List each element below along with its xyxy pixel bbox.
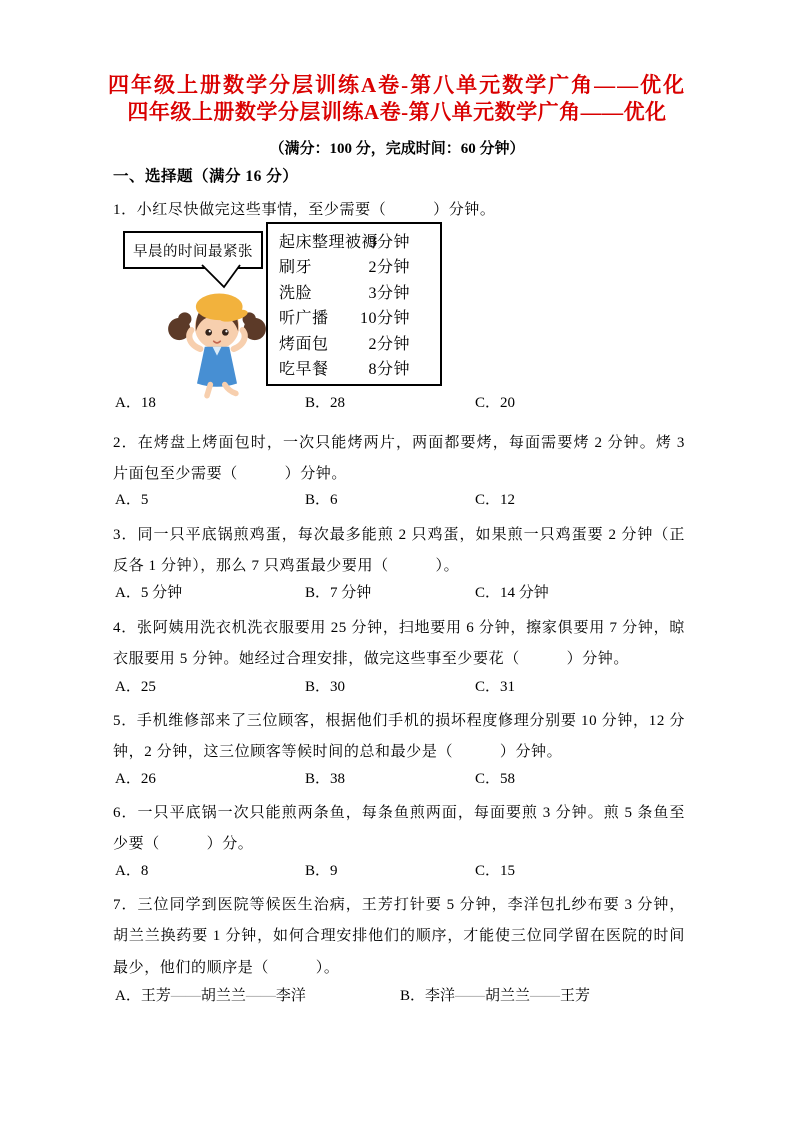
question-7-text: 7．三位同学到医院等候医生治病，王芳打针要 5 分钟，李洋包扎纱布要 3 分钟，胡兰兰换药要 1 分钟，如何合理安排他们的顺序，才能使三位同学留在医院的时间最少，他们的顺序是（ ）。 — [113, 897, 685, 976]
girl-eye-left — [205, 329, 212, 336]
girl-leg-right — [225, 385, 236, 394]
option-b: B．38 — [305, 771, 346, 787]
question-6-text: 6．一只平底锅一次只能煎两条鱼，每条鱼煎两面，每面要煎 3 分钟。煎 5 条鱼至少要（ ）分。 — [113, 805, 685, 853]
task-label: 刷牙 — [279, 259, 313, 277]
task-label: 洗脸 — [279, 284, 313, 302]
question-3-options — [113, 582, 733, 613]
question-2-text: 2．在烤盘上烤面包时，一次只能烤两片，两面都要烤，每面需要烤 2 分钟。烤 3 片面包至少需要（ ）分钟。 — [113, 435, 685, 483]
time-value: 3分钟 — [368, 284, 410, 302]
person-name: 王芳 — [140, 988, 171, 1004]
option-b: B．7 分钟 — [305, 585, 372, 601]
option-a: A．5 分钟 — [115, 585, 183, 601]
sequence-dash: —— — [530, 988, 561, 1004]
speech-bubble — [123, 231, 263, 269]
option-a: A．26 — [115, 771, 156, 787]
question-4-options — [113, 676, 733, 707]
question-1-text: 1．小红尽快做完这些事情，至少需要（ ）分钟。 — [113, 202, 496, 218]
task-label: 吃早餐 — [279, 361, 329, 379]
option-c: C．58 — [475, 771, 516, 787]
task-label: 烤面包 — [279, 335, 329, 353]
option-c: C．31 — [475, 679, 516, 695]
option-a: A．25 — [115, 679, 156, 695]
person-name: 胡兰兰 — [200, 988, 246, 1004]
option-a: A．王芳——胡兰兰——李洋 — [115, 988, 306, 1004]
schedule-row — [268, 279, 440, 303]
girl-eye-right — [222, 329, 229, 336]
question-5-options — [113, 768, 733, 799]
question-3-text: 3．同一只平底锅煎鸡蛋，每次最多能煎 2 只鸡蛋，如果煎一只鸡蛋要 2 分钟（正反各 1 分钟），那么 7 只鸡蛋最少要用（ ）。 — [113, 527, 685, 575]
schedule-row — [268, 254, 440, 278]
speech-bubble-text: 早晨的时间最紧张 — [133, 243, 253, 260]
schedule-row — [268, 356, 440, 380]
option-b: B．李洋——胡兰兰——王芳 — [400, 988, 591, 1004]
option-b: B．6 — [305, 492, 338, 508]
question-5-text: 5．手机维修部来了三位顾客，根据他们手机的损坏程度修理分别要 10 分钟，12 分钟，2 分钟，这三位顾客等候时间的总和最少是（ ）分钟。 — [113, 713, 685, 761]
option-b: B．30 — [305, 679, 346, 695]
person-name: 王芳 — [560, 988, 591, 1004]
time-value: 8分钟 — [368, 361, 410, 379]
time-value: 2分钟 — [368, 335, 410, 353]
option-a: A．5 — [115, 492, 149, 508]
schedule-table — [266, 222, 442, 386]
option-c: C．12 — [475, 492, 516, 508]
schedule-row — [268, 228, 440, 252]
question-2-options — [113, 489, 733, 520]
question-4-text: 4．张阿姨用洗衣机洗衣服要用 25 分钟，扫地要用 6 分钟，擦家俱要用 7 分钟，晾衣服要用 5 分钟。她经过合理安排，做完这些事至少要花（ ）分钟。 — [113, 620, 685, 668]
speech-bubble-tail-icon — [197, 265, 245, 291]
option-c: C．14 分钟 — [475, 585, 549, 601]
question-1-figure — [113, 222, 685, 402]
page-title: 四年级上册数学分层训练A卷-第八单元数学广角——优化 — [127, 100, 667, 124]
task-label: 听广播 — [279, 310, 329, 328]
section-heading: 一、选择题（满分 16 分） — [113, 168, 299, 185]
schedule-row — [268, 305, 440, 329]
person-name: 李洋 — [425, 988, 456, 1004]
time-value: 2分钟 — [368, 259, 410, 277]
schedule-row — [268, 330, 440, 354]
sequence-dash: —— — [455, 988, 486, 1004]
option-a: A．18 — [115, 395, 156, 411]
task-label: 起床整理被褥 — [279, 233, 379, 251]
person-name: 李洋 — [275, 988, 306, 1004]
time-value: 3分钟 — [368, 233, 410, 251]
question-6-options — [113, 860, 733, 891]
time-value: 10分钟 — [359, 310, 410, 328]
person-name: 胡兰兰 — [485, 988, 531, 1004]
exam-subtitle: （满分：100 分，完成时间：60 分钟） — [269, 141, 525, 157]
option-b: B．9 — [305, 863, 338, 879]
girl-cartoon-icon — [167, 280, 267, 398]
sequence-dash: —— — [170, 988, 201, 1004]
title-print-artifact-text: 四年级上册数学分层训练A卷-第八单元数学广角——优化 — [108, 73, 687, 97]
option-a: A．8 — [115, 863, 149, 879]
option-c: C．20 — [475, 395, 516, 411]
girl-leg-left — [207, 385, 210, 396]
option-c: C．15 — [475, 863, 516, 879]
option-b: B．28 — [305, 395, 346, 411]
question-7-options — [113, 985, 733, 1016]
sequence-dash: —— — [245, 988, 276, 1004]
